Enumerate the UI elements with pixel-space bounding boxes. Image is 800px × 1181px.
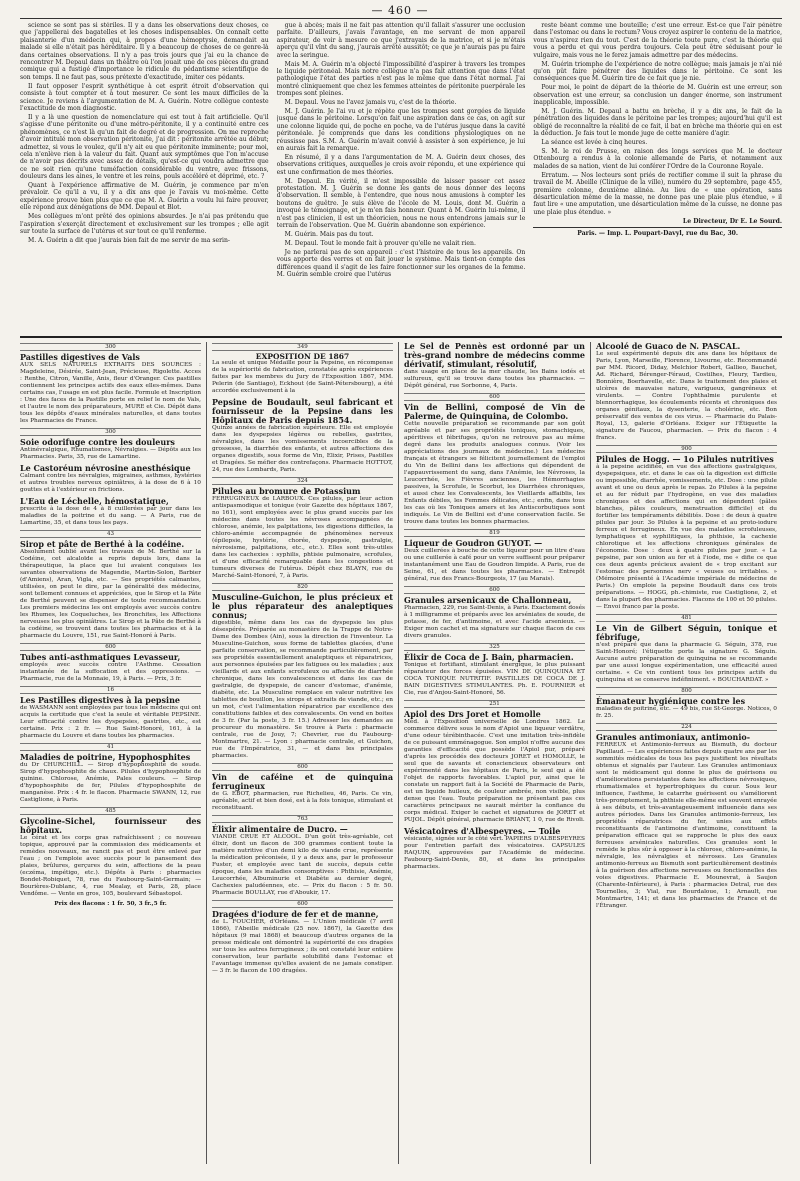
article-paragraph: Pour moi, le point de départ de la théorie de M. Guérin est une erreur, son observation est une erreur, sa conclusion un danger énorme, son instrument inapplicable, impossible. <box>533 84 783 107</box>
advert-heading: Les Pastilles digestives à la pepsine <box>20 695 180 705</box>
advertisement <box>212 343 393 395</box>
advert-number: 251 <box>404 700 585 708</box>
advert-heading: Liqueur de Goudron GUYOT. — <box>404 538 543 548</box>
advert-number: 300 <box>20 428 201 436</box>
advert-column-2 <box>206 342 398 1164</box>
advert-body: à la pepsine acidifiée, en vue des affections gastralgiques, dyspepsiques, etc. et dans le cas où la digestion est difficile ou impossible, diarrhée, vomissements, etc. Dose : une pilule avant et une ou deux après le repas. 2o Pilules à la pepsine et au fer réduit par l'hydrogène, en vue des maladies chroniques et des affections qui en dépendent (pâles blanches, pâles couleurs, menstruation difficile) et du fortifier les tempéraments débilités. Dose : de deux à quatre pilules par jour. 3o Pilules à la pepsine et au proto-iodure ferreux et ferrugineux. En vue des maladies scrofuleuses, lymphatiques et syphilitiques, la phthisie, la cachexie chlorotique et les affections chroniques générales de l'économie. Dose : deux à quatre pilules par jour. « La pepsine, par son union au fer et à l'iode, me « difie ce que ces deux agents précieux avaient de « trop excitant sur l'estomac des personnes nerv « veuses ou irritables. » (Mémoire présenté à l'Académie impériale de médecine de Paris.) On emploie la pepsine Boudault dans ces trois préparations. — HOGG, ph.-chimiste, rue Castiglione, 2, et dans la plupart des pharmacies. Flacons de 100 et 50 pilules. — Envoi franco par la poste. <box>596 464 777 610</box>
advertisement <box>20 343 201 425</box>
advert-heading: Pepsine de Boudault, seul fabricant et fournisseur de la Pepsine dans les Hôpitaux de Paris depuis 1854. <box>212 397 393 425</box>
advert-number: 300 <box>20 343 201 351</box>
advertisement <box>404 700 585 824</box>
advert-number: 224 <box>596 723 777 731</box>
article-column-3 <box>533 22 782 322</box>
article-paragraph: Mes collègues m'ont prêté des opinions absurdes. Je n'ai pas prétendu que l'aspiration s'exerçât directement et exclusivement sur les trompes ; elle agit sur toute la surface de l'utérus et sur tout ce qu'il renferme. <box>20 213 269 235</box>
advertisement <box>596 342 777 442</box>
advertisement <box>212 477 393 580</box>
advert-heading: Le Vin de Gilbert Séguin, tonique et fébrifuge, <box>596 623 777 642</box>
article-paragraph: Il faut opposer l'esprit synthétique à cet esprit étroit d'observation qui consiste à tout compter et à tout mesurer. Ce sont les maux difficiles de la science. Je reviens à l'argumentation de M. A. Guérin. Notre collègue conteste l'exactitude de mon diagnostic. <box>20 82 269 112</box>
advert-number: 41 <box>20 743 201 751</box>
advert-heading: L'Eau de Léchelle, hémostatique, <box>20 496 169 506</box>
advert-heading: Soie odorifuge contre les douleurs <box>20 437 175 447</box>
advertisement <box>20 901 201 908</box>
advert-heading: Granules arsenicaux de Challonneau, <box>404 595 572 605</box>
article-paragraph: gue à abcès; mais il ne fait pas attention qu'il fallait s'assurer une occlusion parfaite. D'ailleurs, j'avais l'avantage, en me servant de mon appareil aspirateur, de voir à mesure ce que j'extrayais de la matrice, et si je m'étais aperçu qu'il vînt du sang, j'aurais arrêté aussitôt; ce que je n'aurais pas pu faire avec la seringue. <box>276 22 526 59</box>
advertisement <box>404 393 585 526</box>
advertisement <box>212 763 393 812</box>
advert-heading: Alcoolé de Guaco de N. PASCAL. <box>596 342 741 351</box>
article-paragraph: M. Depaul. Vous ne l'avez jamais vu, c'est de la théorie. <box>284 99 457 107</box>
advert-body: Cette nouvelle préparation se recommande par son goût agréable et par ses propriétés toniques, stomachiques, apéritives et fébrifuges, qu'on ne retrouve pas au même degré dans les produits analogues connus. (Voir les appréciations des journaux de médecine.) Les médecins français et étrangers se félicitent journellement de l'emploi du Vin de Bellini dans les affections qui dépendent de l'appauvrissement du sang, dans l'Anémie, les Névroses, la Leucorrhée, les Fièvres anciennes, les Hémorrhagies passives, la Scrofule, le Scorbut, les Diarrhées chroniques, et aussi chez les Convalescents, les Vieillards affaiblis, les Enfants débiles, les Femmes délicates, etc.; enfin, dans tous les cas où les Toniques amers et les Antiscorbutiques sont indiqués. Le Vin de Bellini est d'une conservation facile. Se trouve dans toutes les bonnes pharmacies. <box>404 421 585 525</box>
advert-body: Deux cuillerées à bouche de cette liqueur pour un litre d'eau ou une cuillerée à café pour un verre suffisent pour préparer instantanément une Eau de Goudron limpide. A Paris, rue de Seine, 61, et dans toutes les pharmacies. — Entrepôt général, rue des Francs-Bourgeois, 17 (au Marais). <box>404 548 585 582</box>
advert-heading: Le Sel de Pennès est ordonné par un très-grand nombre de médecins comme dérivatif, stimulant, résolutif, <box>404 342 585 369</box>
advert-body: vésicante, signée sur le côté vert. PAPIERS D'ALBESPEYRES pour l'entretien parfait des vésicatoires. CAPSULES RAQUIN, approuvées par l'Académie de médecine. Faubourg-Saint-Denis, 80, et dans les principales pharmacies. <box>404 836 585 870</box>
advert-heading: Pilules au bromure de Potassium <box>212 486 361 496</box>
article-paragraph: Il y a là une question de nomenclature qui est tout à fait artificielle. Qu'il s'agisse d'une péritonite ou d'une métro-péritonite, il y a continuité entre ces phénomènes, ce n'est là qu'un fait de degré et de progression. On me reproche d'avoir intitulé mon observation péritonite, j'ai dit : péritonite arrêtée au début; admettez, si vous le voulez, qu'il n'y ait eu que péritonite imminente; pour moi, cela n'enlève rien à la valeur du fait. Quant aux symptômes que l'on m'accuse de n'avoir pas décrits avec assez de détails, qu'est-ce qui voudra admettre que ce ne soit rien qu'une tuméfaction considérable du ventre, avec frissons, douleurs dans les aines, le ventre et les reins, pouls accéléré et déprimé, etc. ? <box>20 113 269 181</box>
article-section <box>20 22 782 322</box>
advertisement <box>20 643 201 683</box>
advert-heading: Maladies de poitrine, Hypophosphites <box>20 752 191 762</box>
advert-number: 600 <box>212 763 393 771</box>
advert-number: 600 <box>212 900 393 908</box>
advert-number: 600 <box>404 586 585 594</box>
advert-heading: Élixir alimentaire de Ducro. — <box>212 824 348 834</box>
advert-column-1 <box>20 342 206 1164</box>
advert-number: 800 <box>596 687 777 695</box>
advert-heading: Apiol des Drs Joret et Homolle <box>404 709 541 719</box>
advert-section-rule <box>20 336 782 338</box>
advert-heading: Élixir de Coca de J. Bain, pharmacien. <box>404 652 574 662</box>
advert-heading: Pastilles digestives de Vals <box>20 352 140 362</box>
advert-body: Pharmacien, 229, rue Saint-Denis, à Paris. Exactement dosés à 1 milligramme et préparés avec les arséniates de soude, de potasse, de fer, d'antimoine, et avec l'acide arsenieux. — Exiger mon cachet et ma signature sur chaque flacon de ces divers granules. <box>404 605 585 639</box>
advert-column-3 <box>398 342 590 1164</box>
article-paragraph: Le Directeur, Dr E. Le Sourd. <box>682 217 783 225</box>
advert-heading: Émanateur hygiénique contre les <box>596 696 746 706</box>
advertisement <box>20 428 201 461</box>
advert-number: 43 <box>20 530 201 538</box>
article-paragraph: S. M. le roi de Prusse, en raison des longs services que M. le docteur Ottenbourg a rendus à la colonie allemande de Paris, et notamment aux malades de sa nation, vient de lui conférer l'Ordre de la Couronne Royale. <box>533 148 783 170</box>
advert-number: 325 <box>404 643 585 651</box>
advert-body: Calmant contre les névralgies, migraines, asthmes, hystéries et autres troubles nerveux opiniâtres, à la dose de 6 à 10 gouttes et à l'extérieur en frictions. <box>20 473 201 493</box>
advertisement <box>212 900 393 975</box>
advert-heading: Vin de caféine et de quinquina ferrugineux <box>212 772 393 791</box>
advert-heading: Vin de Bellini, composé de Vin de Palerme, de Quinquina, de Colombo. <box>404 402 585 421</box>
advert-body: de L. FOUCHER, d'Orléans. — L'Union médicale (7 avril 1866), l'Abeille médicale (25 nov. 1867), la Gazette des hôpitaux (9 mai 1868) et beaucoup d'autres organes de la presse médicale ont démontré la supériorité de ces dragées sur tous les autres ferrugineux ; ils ont constaté leur entière conservation, leur parfaite solubilité dans l'estomac et l'avantage immense qu'elles avaient de ne jamais constiper. — 3 fr. le flacon de 100 dragées. <box>212 919 393 974</box>
advert-number: 820 <box>212 583 393 591</box>
advertisement <box>404 586 585 640</box>
article-paragraph: M. A. Guérin a dit que j'aurais bien fait de me servir de ma serin- <box>28 236 230 244</box>
advert-heading: Dragées d'iodure de fer et de manne, <box>212 909 379 919</box>
article-paragraph: Quant à l'expérience affirmative de M. Guérin, je commence par m'en prévaloir. Ce qu'il a vu, il y a dix ans que je l'avais vu moi-même. Cette expérience prouve bien plus que ce que M. A. Guérin a voulu lui faire prouver, elle répond aux dénégations de MM. Depaul et Blot. <box>20 182 269 212</box>
advertisement <box>404 529 585 583</box>
article-paragraph: M. Depaul. Tout le monde fait à prouver qu'elle ne valait rien. <box>284 239 476 247</box>
advert-number: 485 <box>20 807 201 815</box>
advert-heading: Tubes anti-asthmatiques Levasseur, <box>20 652 181 662</box>
advert-number: 349 <box>212 343 393 351</box>
advertisement <box>212 398 393 474</box>
advert-heading: Sirop et pâte de Berthé à la codéine. <box>20 539 185 549</box>
article-paragraph: M. Guérin triomphe de l'expérience de notre collègue; mais jamais je n'ai nié qu'on pût faire pénétrer des liquides dans le péritoine. Ce sont les conséquences que M. Guérin tire de ce fait que je nie. <box>533 60 783 83</box>
header-rule <box>20 18 782 19</box>
advert-body: Quinze années de fabrication supérieure. Elle est employée dans les dyspepsies légères ou rebelles, gastrites, névralgies, dans les vomissements incoercibles de la grossesse, la diarrhée des enfants, et autres affections des organes digestifs, sous forme de Vin, Elixir, Prises, Pastilles et Dragées. Se méfier des contrefaçons. Pharmacie HOTTOT, 24, rue des Lombards, Paris. <box>212 425 393 473</box>
article-paragraph: Mais M. A. Guérin m'a objecté l'impossibilité d'aspirer à travers les trompes le liquide péritonéal. Mais notre collègue n'a pas fait attention que dans l'état pathologique l'état des parties n'est pas le même que dans l'état normal. J'ai montré cliniquement que chez les femmes atteintes de péritonite puerpérale les trompes sont pleines. <box>276 60 526 98</box>
advertisement <box>20 686 201 740</box>
advert-body: Antinévralgique, Rhumatismes, Névralgies. — Dépôts aux les Pharmacies. Paris, 35, rue de Lamartine. <box>20 447 201 460</box>
article-paragraph: reste béant comme une bouteille; c'est une erreur. Est-ce que l'air pénètre dans l'estomac ou dans le rectum? Vous croyez aspirer le contenu de la matrice, vous n'aspirez rien du tout. C'est de la théorie toute pure, c'est la théorie qui vous a perdu et qui vous perdra toujours. Cela peut être séduisant pour le vulgaire, mais vous ne le ferez jamais admettre par des médecins. <box>533 22 783 59</box>
advert-heading: EXPOSITION DE 1867 <box>255 352 350 361</box>
advert-body: VIANDE CRUE ET ALCOOL. D'un goût très-agréable, cet élixir, dont un flacon de 300 grammes contient toute la matière nutritive d'un demi kilo de viande crue, représente la médication préconisée, il y a deux ans, par le professeur Fuster, et employée avec tant de succès, depuis cette époque, dans les maladies consomptives : Phthisie, Anémie, Leucorrhée, Albuminurie et Diabète au dernier degré, Cachexies paludéennes, etc. — Prix du flacon : 5 fr. 50. Pharmacie BOULLAY, rue d'Aboukir, 17. <box>212 834 393 896</box>
advert-body: dans usage en place de la mer chaude, les Bains iodés et sulfureux, qu'il se trouve dans toutes les pharmacies. — Dépôt général, rue Sorbonne, 4, Paris. <box>404 369 585 389</box>
advert-number: 819 <box>404 529 585 537</box>
article-paragraph: Je ne parlerai pas de son appareil : c'est l'histoire de tous les appareils. On vous apporte des verres et on fait jouer le système. Mais tient-on compte des différences quand il s'agit de les faire fonctionner sur les organes de la femme. M. Guérin semble croire que l'utérus <box>276 248 526 278</box>
article-paragraph: En résumé, il y a dans l'argumentation de M. A. Guérin deux choses, des observations critiques, auxquelles je crois avoir répondu, et une expérience qui est une confirmation de mes théories. <box>276 153 526 176</box>
advertisement <box>20 497 201 527</box>
article-paragraph: M. J. Guérin. Je l'ai vu et je répète que les trompes sont gorgées de liquide jusque dans le péritoine. Lorsqu'on fait une aspiration dans ce cas, on agit sur une colonne liquide qui, de poche en poche, va de l'utérus jusque dans la cavité péritonéale. Je comprends que dans les conditions physiologiques on ne réussisse pas. S.M. A. Guérin m'avait convié à assister à son expérience, je lui en aurais fait la remarque. <box>276 107 526 152</box>
advertisement <box>212 815 393 897</box>
article-paragraph: Erratum. — Nos lecteurs sont priés de rectifier comme il suit la phrase du travail de M. Abeille (Clinique de la ville), numéro du 29 septembre, page 455, première colonne, deuxième alinéa. Au lieu de « une opération, sans désarticulation même de la masse, ne donne pas une plaie plus étendue, » il faut lire « une amputation, une désarticulation même de la cuisse, ne donne pas une plaie plus étendue. » <box>533 171 783 216</box>
article-column-1 <box>20 22 269 322</box>
advert-body: prescrite à la dose de 4 à 8 cuillerées par jour dans les maladies de la poitrine et du sang. — A Paris, rue de Lamartine, 35, et dans tous les pays. <box>20 506 201 526</box>
advert-heading: Musculine-Guichon, le plus précieux et le plus réparateur des analeptiques connus; <box>212 592 393 620</box>
advertisement-section <box>20 342 782 1164</box>
advert-body: n'est préparé que dans la pharmacie G. Séguin, 378, rue Saint-Honoré; l'étiquette porte la signature G. Séguin. Aucune autre préparation de quinquina ne se recommande par une aussi longue expérimentation, une efficacité aussi certaine. « Ce vin contient tous les principes actifs du quinquina et se conserve indéfiniment. « BOUCHARDAT. » <box>596 642 777 683</box>
advert-body: Tonique et fortifiant, stimulant énergique, le plus puissant réparateur des forces épuisées. VIN DE QUINQUINA ET COCA TONIQUE NUTRITIF. PASTILLES DE COCA DE J. BAIN DIGESTIVES STIMULANTES. Ph. E. FOURNIER et Cie, rue d'Anjou-Saint-Honoré, 56. <box>404 662 585 696</box>
advertisement <box>20 743 201 804</box>
advert-price: Prix des flacons : 1 fr. 50, 3 fr.,5 fr. <box>54 901 167 907</box>
advert-heading: Le Castoréum névrosine anesthésique <box>20 463 191 473</box>
advert-body: Méd. à l'Exposition universelle de Londres 1862. Le commerce délivre sous le nom d'Apiol une liqueur verdâtre, d'une odeur térébinthacée. C'est une imitation très-infidèle de ce puissant emménagogue. Son emploi n'offre aucune des garanties d'efficacité que possède l'Apiol pur, préparé d'après les procédés des docteurs JORET et HOMOLLE, le seul que de savants et consciencieux observateurs ont expérimenté dans les hôpitaux de Paris, le seul qui a été l'objet de rapports favorables. L'apiol pur, ainsi que le constate un rapport fait à la Société de Pharmacie de Paris, est un liquide huileux, de couleur ambrée, non visible, plus dense que l'eau. Toute préparation ne présentant pas ces caractères principaux ne saurait mériter la confiance du corps médical. Exiger le cachet et signatures de JORET et PUJOL. Dépôt général, pharmacie BRIANT, 1 0, rue de Rivoli. <box>404 719 585 823</box>
advert-body: maladies de poitrine, etc. — 49 bis, rue St-George. Notices, 0 fr. 25. <box>596 706 777 719</box>
advert-body: Absolument oublié avant les travaux de M. Berthé sur la Codéine, cet alcaloïde a repris depuis lors, dans la thérapeutique, la place que lui avaient conquises les savantes observations de Magendie, Martin-Solon, Barbier (d'Amiens), Aran, Vigla, etc. — Ses propriétés calmantes, utilisées, on peut le dire, par la généralité des médecins, sont tellement connues et appréciées, que le Sirop et la Pâte de Berthé peuvent se dispenser de toute recommandation. Les premiers médecins les ont employés avec succès contre les Rhumes, les Coqueluches, les Bronchites, les Affections nerveuses les plus opiniâtres. Le Sirop et la Pâte de Berthé à la codéine, se trouvent dans toutes les pharmacies et à la pharmacie du Louvre, 151, rue Saint-Honoré à Paris. <box>20 549 201 639</box>
article-column-2 <box>277 22 526 322</box>
page-number: — 460 — <box>371 4 429 17</box>
advert-number: 481 <box>596 614 777 622</box>
advertisement <box>596 687 777 720</box>
advert-number: 16 <box>20 686 201 694</box>
article-paragraph: M. Depaul. En vérité, il m'est impossible de laisser passer cet assez protestation. M. J. Guérin se donne les gants de nous donner des leçons d'observation. Il semble, à l'entendre, que nous nous amusions à compter les boutons de guêtre. Je suis élève de l'école de M. Louis, dont M. Guérin a invoqué le témoignage, et je m'en fais honneur. Quant à M. Guérin lui-même, il n'est pas clinicien, il est un théoricien, nous ne nous entendrons jamais sur le terrain de l'observation. Que M. Guérin abandonne son expérience. <box>276 177 526 230</box>
advert-body: AUX SELS NATURELS EXTRAITS DES SOURCES : Magdeleine, Désirée, Saint-Jean, Précieuse, Rigolette. Acces : Renthe, Citron, Vanille, Anis, fleur d'Oranger. Ces pastilles contiennent les principes actifs des eaux elles-mêmes. Dans certains cas, l'usage en est plus facile. Formule et Inscription : Une des faces de la Pastille porte en relief le nom de Vals, et l'autre le nom des préparateurs, MURE et Cie. Dépôt dans tous les dépôts d'eaux minérales naturelles, et dans toutes les Pharmacies de France. <box>20 362 201 424</box>
advertisement <box>596 614 777 684</box>
advert-body: FERRUGINEUX de LARBOUX. Ces pilules, par leur action antispasmodique et tonique (voir Gazette des hôpitaux 1867, no 161), sont employées avec le plus grand succès par les médecins dans toutes les névroses accompagnées de chlorose, anémie, les palpitations, les digestions difficiles, la chloro-anémie accompagnée de phénomènes nerveux (épilepsie, hystérie, chorée, dyspepsie, gastralgie, névrosisme, palpitations, etc., etc.). Elles sont très-utiles dans les cachexies : syphilis, phtisie pulmonaire, scrofules, et d'une efficacité remarquable dans les congestions et tumeurs diverses de l'utérus. Dépôt chez BLAYN, rue du Marché-Saint-Honoré, 7, à Paris. <box>212 496 393 579</box>
advert-number: 600 <box>404 393 585 401</box>
advert-body: La seule et unique Médaille pour la Pepsine, en récompense de la supériorité de fabrication, constatée après expériences faites par les membres du Jury de l'Exposition 1867, MM. Pelerin (de Santiago), Eckhout (de Saint-Pétersbourg), a été accordée exclusivement à la <box>212 360 393 394</box>
advert-heading: Vésicatoires d'Albespeyres. — Toile <box>404 826 561 836</box>
advertisement <box>404 827 585 871</box>
advert-body: de G. EBOT, pharmacien, rue Richelieu, 46, Paris. Ce vin, agréable, actif et bien dosé, est à la fois tonique, stimulant et reconstituant. <box>212 791 393 811</box>
advert-number: 900 <box>596 445 777 453</box>
advert-body: Le seul expérimenté depuis dix ans dans les hôpitaux de Paris, Lyon, Marseille, Florence, Livourne, etc. Recommandé par MM. Ricord, Diday, Melchior Robert, Gallieo, Bauchet, Ad. Richard, Bérenger-Féraud, Costilhes, Fleury, Tardieu, Bonnière, Boerhavelle, etc. Dans le traitement des plaies et ulcères de mauvaise nature, varigueux, gangréneux et virulents. — Contre l'ophthalmie purulente et blennorrhagique, les écoulements récents et chroniques des organes génitaux, la dysenterie, la cholérine, etc. Bon préservatif des ventes de ces virus. — Pharmacie du Palais-Royal, 13, galerie d'Orléans. Exiger sur l'Étiquette la signature de Faucou, pharmacien. — Prix du flacon : 4 francs. <box>596 351 777 441</box>
advertisement <box>20 530 201 640</box>
advert-body: du Dr CHURCHILL. — Sirop d'hypophosphite de soude. Sirop d'hypophosphite de chaux. Pilules d'hypophosphite de quinine. Chlorose, Anémie, Pales couleurs. — Sirop d'hypophosphite de fer, Pilules d'hypophosphite de manganèse. Prix : 4 fr. le flacon. Pharmacie SWANN, 12, rue Castiglione, à Paris. <box>20 762 201 803</box>
article-paragraph: Paris. — Imp. L. Poupart-Davyl, rue du Bac, 30. <box>533 227 782 237</box>
advert-number: 763 <box>212 815 393 823</box>
advert-body: employés avec succès contre l'Asthme. Cessation instantanée de la suffocation et des oppressions. — Pharmacie, rue de la Monnaie, 19, à Paris. — Prix, 3 fr. <box>20 662 201 682</box>
article-paragraph: La séance est levée à cinq heures. <box>541 139 648 147</box>
advertisement <box>212 583 393 760</box>
advert-heading: Glycoline-Sichel, fournisseur des hôpitaux. <box>20 816 201 835</box>
advert-column-4 <box>590 342 782 1164</box>
advert-number: 600 <box>20 643 201 651</box>
advert-body: digestible, même dans les cas de dyspepsie les plus désespérés. Préparée au monastère de la Trappe de Notre-Dame des Dombes (Ain), sous la direction de l'inventeur. La Musculine-Guichon, sous forme de tablettes glacées, d'une parfaite conservation, se recommande particulièrement, par ses propriétés essentiellement analeptiques et réparatrices, aux personnes épuisées par les fatigues ou les maladies ; aux vieillards et aux enfants scrofuleux ou affectés de diarrhée chronique, dans les convalescences et dans les cas de gastralgie, de dyspepsie, de cancer d'estomac, d'anémie, diabète, etc. La Musculine remplace en valeur nutritive les tablettes de bouillon, les sirops et extraits de viande, etc.; en un mot, c'est l'alimentation réparatrice par excellence des constitutions faibles et des convalescents. On vend en boites de 3 fr. (Par la poste, 3 fr. 15.) Adresser les demandes au procureur du monastère. Se trouve à Paris : pharmacie centrale, rue de Jouy, 7; Chevrier, rue du Faubourg-Montmartre, 21. — Lyon : pharmacie centrale, et Guichon, rue de l'Impératrice, 31, — et dans les principales pharmacies. <box>212 620 393 759</box>
advertisement <box>596 723 777 910</box>
article-paragraph: M. J. Guérin. M. Depaul a battu en brèche, il y a dix ans, le fait de la pénétration des liquides dans le péritoine par les trompes; aujourd'hui qu'il est obligé de reconnaître la réalité de ce fait, il bat en brèche ma théorie qui en est la déduction. Je fais tout le monde juge de cette manière d'agir. <box>533 107 783 138</box>
advertisement <box>596 445 777 611</box>
advert-number: 324 <box>212 477 393 485</box>
advert-body: Le cérat et les corps gras rafraîchissent ; ce nouveau topique, approuvé par la commission des médicaments et remèdes nouveaux, ne rancit pas et peut être enlevé par l'eau ; on l'emploie avec succès pour le pansement des plaies, brûlures, gerçures du sein, affections de la peau (eczéma, impétigo, etc.). Dépôts à Paris : pharmacies Bondet-Robiquet, 78, rue du Faubourg-Saint-Germain; — Bourières-Dublanc, 4, rue Mealay, et Paris, 28, place Vendôme. — Vente en gros, 105, boulevard Sébastopol. <box>20 835 201 897</box>
article-paragraph: M. Guérin. Mais pas du tout. <box>284 230 374 238</box>
advertisement <box>20 807 201 898</box>
advertisement <box>20 464 201 494</box>
advertisement <box>404 342 585 390</box>
advertisement <box>404 643 585 697</box>
advert-heading: Pilules de Hogg. — 1o Pilules nutritives <box>596 454 774 464</box>
advert-heading: Granules antimoniaux, antimonio- <box>596 732 751 742</box>
article-paragraph: science se sont pas si stériles. Il y a dans les observations deux choses, ce que j'appellerai des bagatelles et les choses indispensables. On connaît cette plaisanterie d'un médecin qui, à propos d'une hémoptysie, demandait au malade si elle n'était pas héréditaire. Il y a beaucoup de choses de ce genre-là dans certaines observations. Il n'y a pas trois jours que j'ai eu la chance de rencontrer M. Depaul dans un théâtre où l'on jouait une de ces pièces du grand comique qui a fustigé d'importance le ridicule du pédantisme scientifique de son temps. Il ne faut pas, sous prétexte d'exactitude, imiter ces pédants. <box>20 22 269 81</box>
advert-body: FERREUX et Antimonio-ferreux au Bismuth, du docteur Papillaud. — Les expériences faites depuis quatre ans par les sommités médicales de tous les pays justifient les résultats obtenus et signalés par l'auteur. Les Granules antimoniaux sont le médicament qui donne le plus de guérisons ou d'améliorations persistantes dans les affections névrosiques, rhumatismales et hypertrophiques du cœur. Sous leur influence, l'asthme, le catarrhe guérissent ou s'améliorent très-promptement, la phthisie elle-même est souvent enrayée à ses débuts, et très-avantageusement influencée dans ses autres périodes. Dans les Granules antimonio-ferreux, les propriétés réparatrices du fer, unies aux effets reconstituants de l'antimoine d'antimoine, constituent la préparation efficace qui se rapproche le plus des eaux ferreuses arsénicales naturelles. Ces granules sont le remède le plus sûr à opposer à la chlorose, chloro-anémie, la névralgie, les névralgies et névroses. Les Granules antimonio-ferreux au Bismuth sont particulièrement destinés à la guérison des affections nerveuses ou fonctionnelles des voies digestives. Pharmacie E. Mounevrat, à Saujon (Charente-Inférieure), à Paris : pharmacies Detral, rue des Tournelles, 3; Vial, rue Bourdaloue, 1; Arnault, rue Montmartre, 141; et dans les pharmacies de France et de l'Étranger. <box>596 742 777 909</box>
advert-body: de WASMANN sont employées par tous les médecins qui ont acquis la certitude que c'est la seule et véritable PEPSINE. Leur efficacité contre les dyspepsies, gastrites, etc., est certaine. Prix : 2 fr. — Rue Saint-Honoré, 161, à la pharmacie du Louvre et dans toutes les pharmacies. <box>20 705 201 739</box>
